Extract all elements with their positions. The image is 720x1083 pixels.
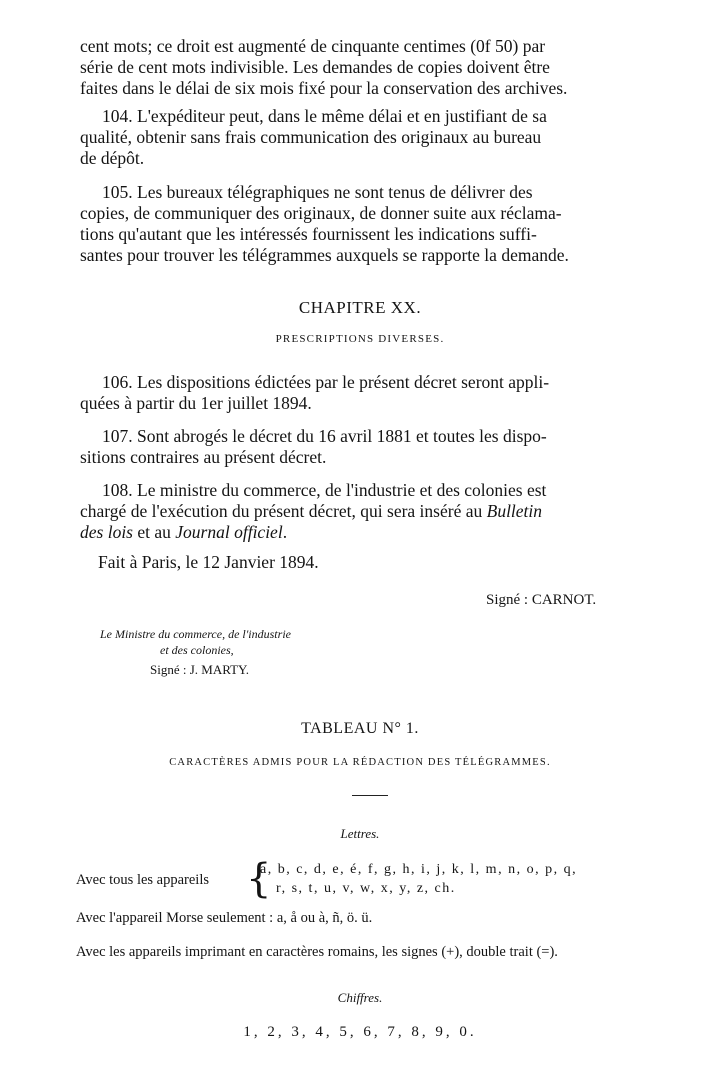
italic-journal-officiel: Journal officiel (175, 522, 283, 542)
signature-minister: Signé : J. MARTY. (150, 662, 250, 677)
text-line: 108. Le ministre du commerce, de l'industrie et des colonies est (102, 480, 547, 500)
date-line (80, 552, 670, 573)
text-line (80, 522, 670, 543)
signature-minister-title (100, 626, 291, 658)
article-107 (80, 426, 670, 468)
row-roman: Avec les appareils imprimant en caractères romains, les signes (+), double trait (=). (76, 944, 558, 960)
tableau-subtitle: CARACTÈRES ADMIS POUR LA RÉDACTION DES TÉLÉGRAMMES. (169, 757, 551, 768)
minister-line-2: et des colonies, (160, 643, 234, 657)
text-line: Fait à Paris, le 12 Janvier 1894. (98, 552, 319, 572)
row-all-apparatus-label: Avec tous les appareils (76, 872, 210, 888)
text-line: qualité, obtenir sans frais communication des originaux au bureau (80, 127, 542, 147)
minister-line-1: Le Ministre du commerce, de l'industrie (100, 627, 291, 641)
text-line: 106. Les dispositions édictées par le présent décret seront appli- (102, 372, 550, 392)
row-morse: Avec l'appareil Morse seulement : a, å ou à, ñ, ö. ü. (76, 910, 373, 926)
text-line: de dépôt. (80, 148, 145, 168)
article-108 (80, 480, 670, 543)
brace-icon: { (246, 856, 272, 902)
section-chiffres: Chiffres. (337, 990, 383, 1005)
tableau-title: TABLEAU N° 1. (301, 720, 419, 737)
text-line: cent mots; ce droit est augmenté de cinquante centimes (0f 50) par (80, 36, 546, 56)
text-line: tions qu'autant que les intéressés fournissent les indications suffi- (80, 224, 537, 244)
separator-rule (352, 795, 388, 796)
italic-bulletin: Bulletin (486, 501, 543, 521)
letters-line-2: r, s, t, u, v, w, x, y, z, ch. (276, 881, 456, 896)
text-line: 107. Sont abrogés le décret du 16 avril 1881 et toutes les dispo- (102, 426, 547, 446)
text-line: quées à partir du 1er juillet 1894. (80, 393, 312, 413)
text-line: série de cent mots indivisible. Les demandes de copies doivent être (80, 57, 550, 77)
digits-row: 1, 2, 3, 4, 5, 6, 7, 8, 9, 0. (243, 1024, 477, 1040)
letters-line-1: a, b, c, d, e, é, f, g, h, i, j, k, l, m, n, o, p, q, (260, 862, 578, 877)
text-line: santes pour trouver les télégrammes auxquels se rapporte la demande. (80, 245, 569, 265)
paragraph-continuation (80, 36, 670, 99)
signature-president: Signé : CARNOT. (486, 592, 597, 608)
article-106 (80, 372, 670, 414)
text-line: 104. L'expéditeur peut, dans le même délai et en justifiant de sa (102, 106, 547, 126)
text-line: faites dans le délai de six mois fixé pour la conservation des archives. (80, 78, 568, 98)
chapter-subtitle: PRESCRIPTIONS DIVERSES. (275, 333, 445, 345)
text-line: copies, de communiquer des originaux, de donner suite aux réclama- (80, 203, 562, 223)
article-104 (80, 106, 670, 169)
italic-des-lois: des lois (80, 522, 133, 542)
text-line: sitions contraires au présent décret. (80, 447, 327, 467)
section-lettres: Lettres. (340, 826, 380, 841)
chapter-title: CHAPITRE XX. (298, 298, 422, 317)
article-105 (80, 182, 670, 266)
text-segment: . (282, 522, 288, 542)
text-segment: et au (133, 522, 176, 542)
text-segment: chargé de l'exécution du présent décret, qui sera inséré au (80, 501, 483, 521)
text-line: 105. Les bureaux télégraphiques ne sont tenus de délivrer des (102, 182, 533, 202)
text-line (80, 501, 670, 522)
